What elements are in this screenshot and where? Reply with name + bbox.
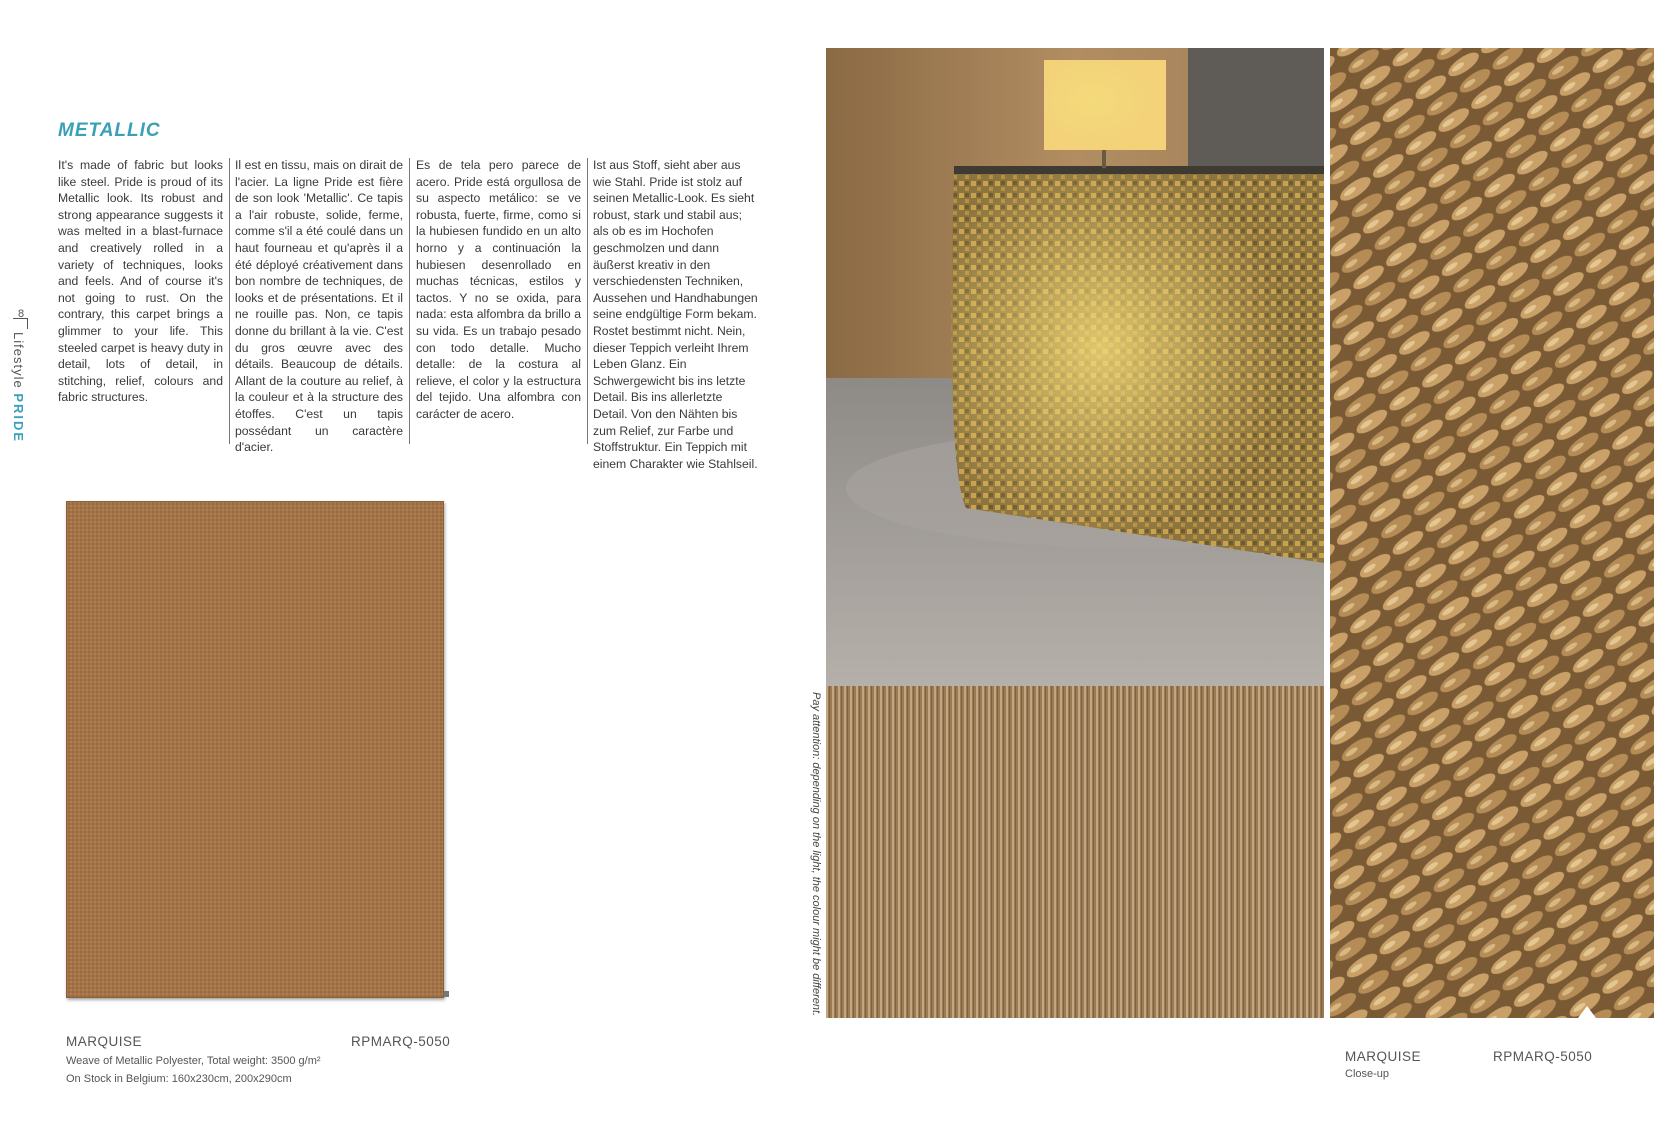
interior-photo: [826, 48, 1324, 1018]
product-material: Weave of Metallic Polyester, Total weight: 3500 g/m²: [66, 1055, 321, 1067]
column-divider: [587, 158, 588, 444]
section-label-brand: PRIDE: [11, 393, 26, 444]
text-column-english: It's made of fabric but looks like steel. Pride is proud of its Metallic look. Its robust and strong appearance suggests it was melted in a blast-furnace and creatively rolled in a variety of techniques, looks and feels. And of course it's not going to rust. On the contrary, this carpet brings a glimmer to your life. This steeled carpet is heavy duty in detail, lots of detail, in stitching, relief, colours and fabric structures.: [58, 158, 223, 405]
photo-caption: [806, 692, 826, 1017]
rug-label-tag: [444, 991, 449, 997]
closeup-product-code: RPMARQ-5050: [1493, 1049, 1593, 1064]
photo-caption-text: Pay attention: depending on the light, the colour might be different.: [810, 692, 822, 1017]
product-stock: On Stock in Belgium: 160x230cm, 200x290cm: [66, 1073, 292, 1085]
text-column-french: Il est en tissu, mais on dirait de l'acier. La ligne Pride est fière de son look 'Metallic'. Ce tapis a l'air robuste, solide, ferme, comme s'il a été coulé dans un haut fourneau et qu'après il a été déployé créativement dans bon nombre de techniques, de looks et de présentations. Et il ne rouille pas. Non, ce tapis donne du brillant à la vie. C'est du gros œuvre avec des détails. Beaucoup de détails. Allant de la couture au relief, à la couleur et à la structure des étoffes. C'est un tapis possédant un caractère d'acier.: [235, 158, 403, 455]
closeup-photo: [1330, 48, 1654, 1018]
column-divider: [229, 158, 230, 444]
article-title: METALLIC: [58, 120, 161, 141]
text-column-spanish: Es de tela pero parece de acero. Pride está orgullosa de su aspecto metálico: se ve robusta, fuerte, firme, como si la hubiesen fundido en un alto horno y a continuación la hubiesen desenrollado en muchas técnicas, estilos y tactos. Y no se oxida, para nada: esta alfombra da brillo a su vida. Es un trabajo pesado con todo detalle. Mucho detalle: de la costura al relieve, el color y la estructura del tejido. Una alfombra con carácter de acero.: [416, 158, 581, 421]
section-label: [10, 332, 32, 452]
product-description: [66, 1052, 321, 1088]
page-notch: [1578, 1006, 1596, 1018]
product-code: RPMARQ-5050: [351, 1034, 451, 1049]
page-marker: [13, 318, 28, 329]
page-number: 8: [17, 308, 25, 320]
section-label-prefix: Lifestyle: [11, 332, 26, 394]
column-divider: [409, 158, 410, 444]
product-name: MARQUISE: [66, 1034, 143, 1049]
closeup-description: Close-up: [1345, 1068, 1390, 1080]
closeup-product-name: MARQUISE: [1345, 1049, 1422, 1064]
rug-product-image: [66, 501, 444, 998]
text-column-german: Ist aus Stoff, sieht aber aus wie Stahl. Pride ist stolz auf seinen Metallic-Look. Es sieht robust, stark und stabil aus; als ob es im Hochofen geschmolzen und dann äußerst kreativ in den verschiedensten Techniken, Aussehen und Handhabungen seine endgültige Form bekam. Rostet bestimmt nicht. Nein, dieser Teppich verleiht Ihrem Leben Glanz. Ein Schwergewicht bis ins letzte Detail. Bis ins allerletzte Detail. Von den Nähten bis zum Relief, zur Farbe und Stoffstruktur. Ein Teppich mit einem Charakter wie Stahlseil.: [593, 158, 758, 471]
